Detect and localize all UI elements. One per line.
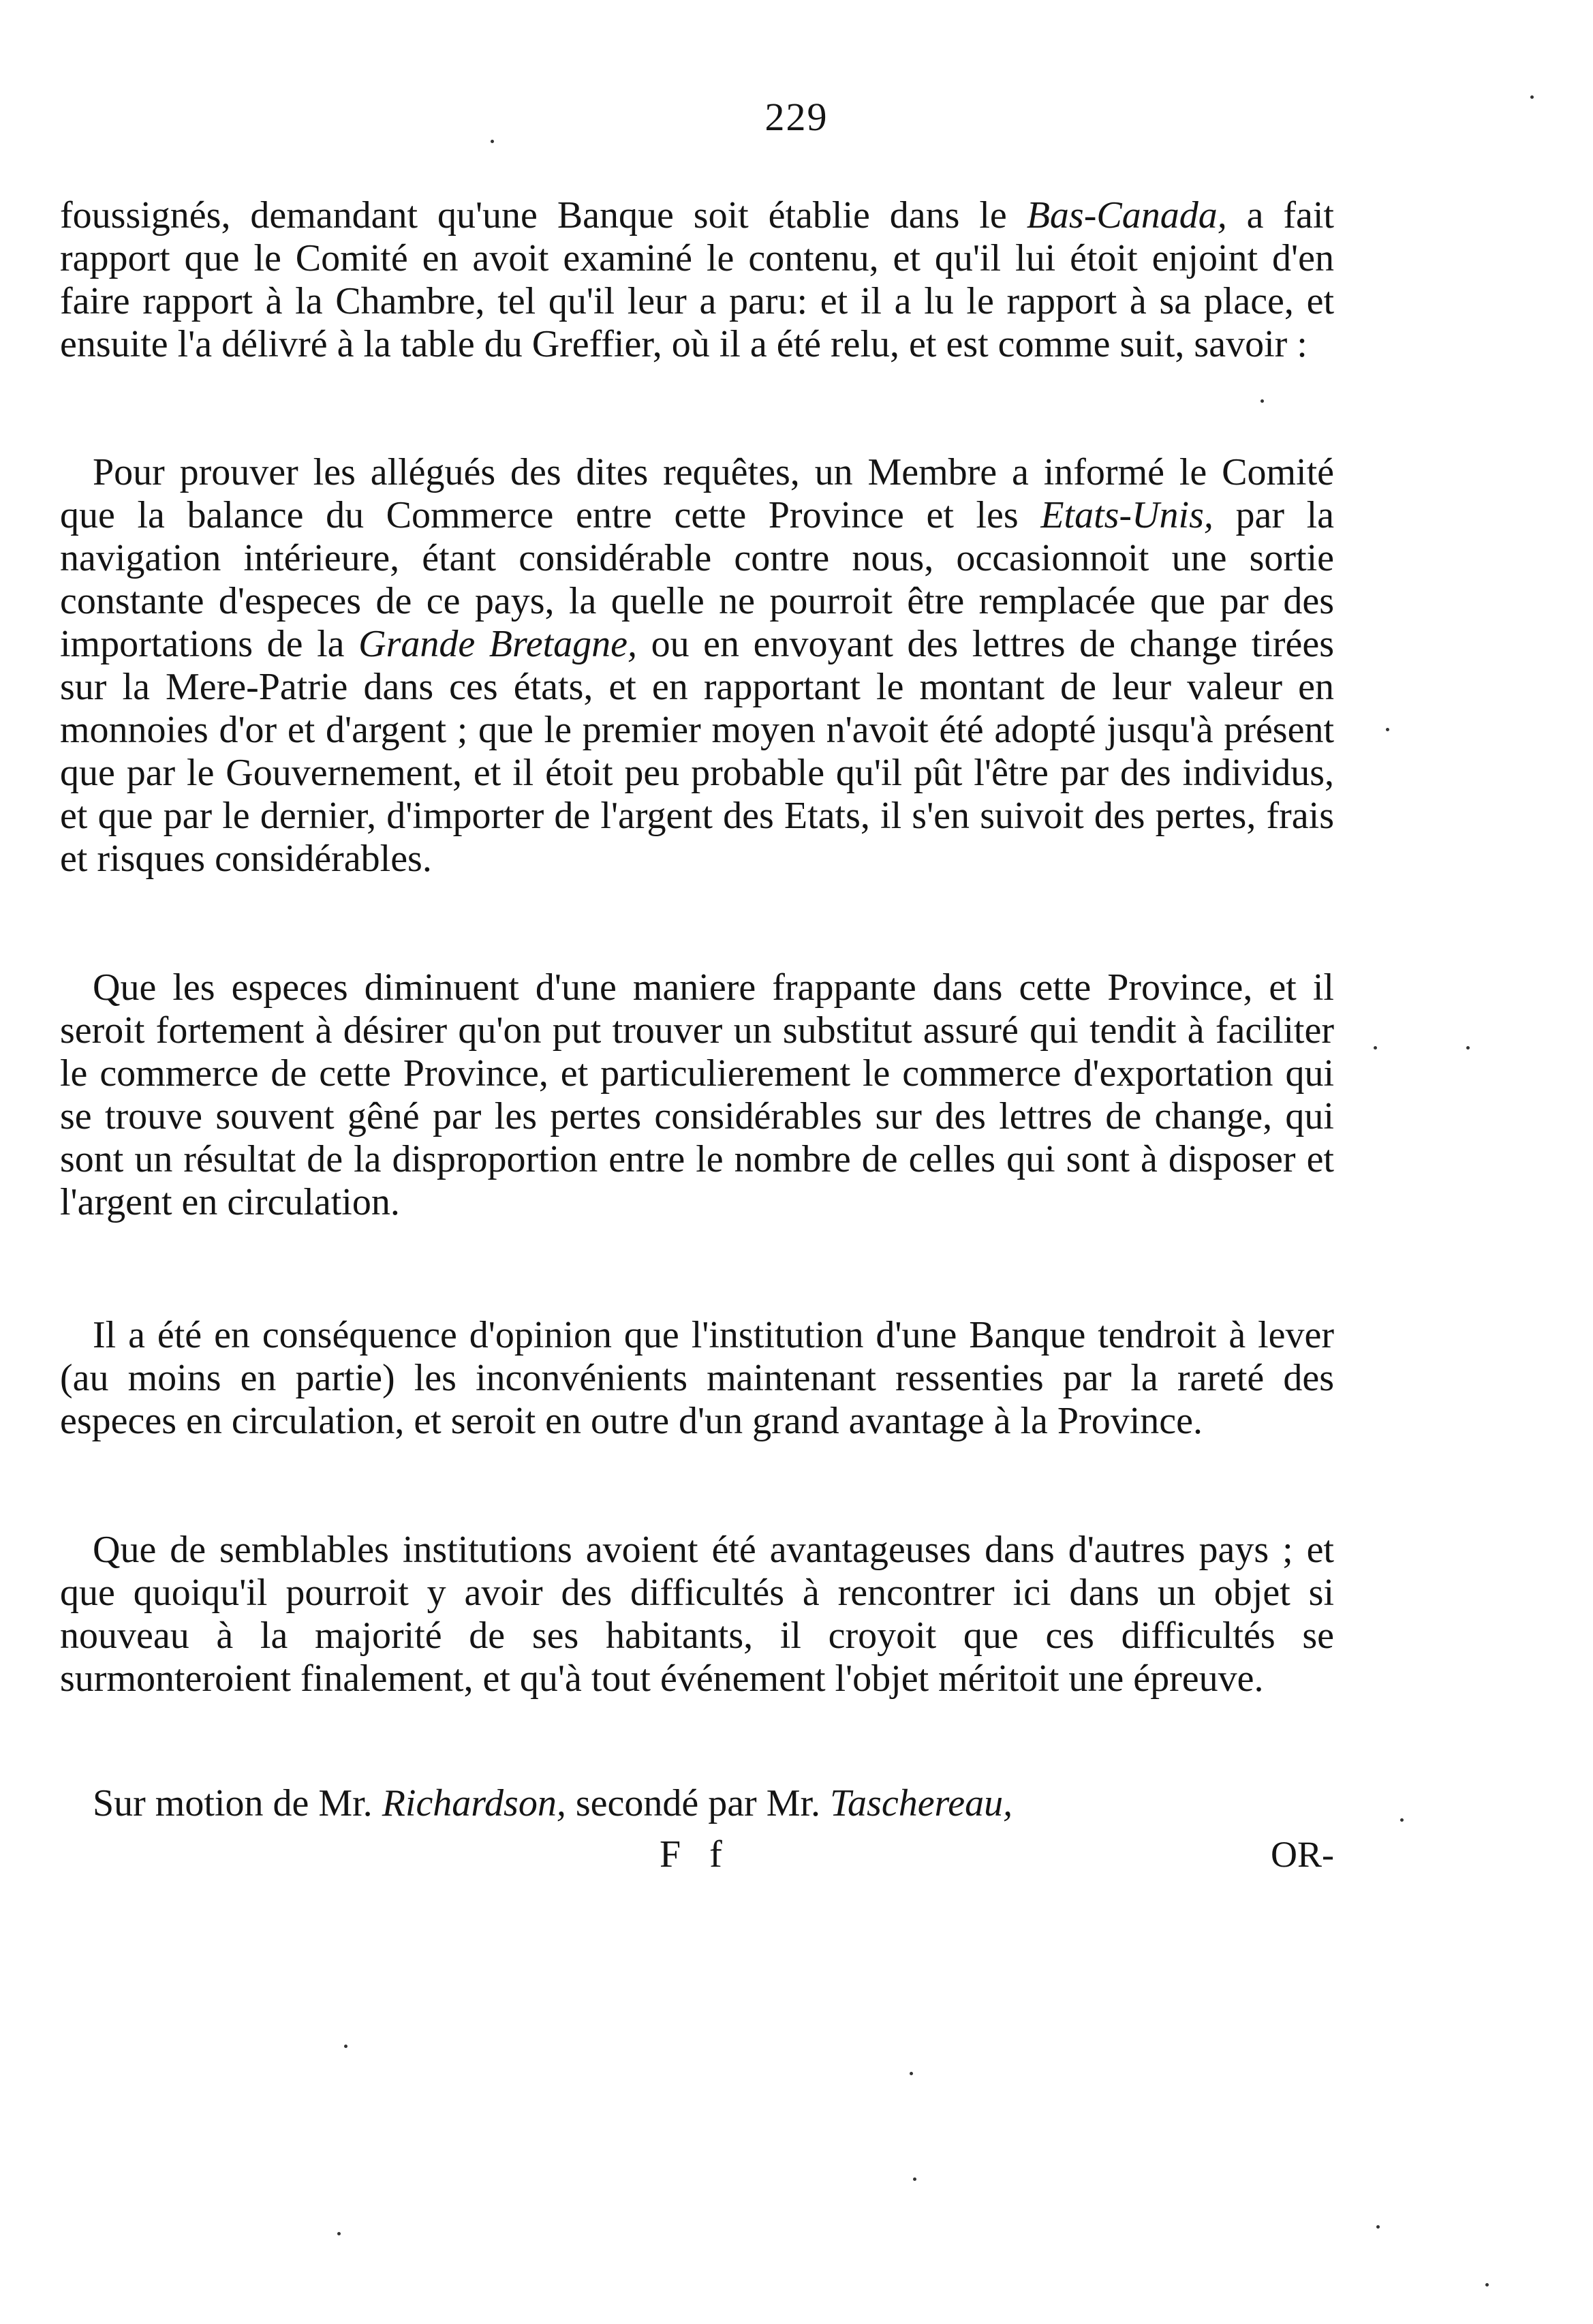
scan-speck (1374, 1046, 1377, 1050)
place-name-etats-unis: Etats-Unis, (1040, 494, 1213, 536)
catchword: OR- (1271, 1834, 1334, 1875)
paragraph-report-trade-balance (60, 451, 1334, 881)
scan-speck (344, 2045, 347, 2048)
paragraph-text: Sur motion de Mr. Richardson, secondé par Mr. Taschereau, (93, 1782, 1013, 1824)
scan-speck (913, 2177, 916, 2181)
scan-speck (1261, 399, 1264, 403)
scan-speck (491, 140, 494, 143)
person-name-richardson: Richardson, (382, 1782, 566, 1824)
paragraph-especes-diminuent (60, 966, 1334, 1224)
paragraph-motion (60, 1782, 1334, 1825)
paragraph-text: Il a été en conséquence d'opinion que l'institution d'une Banque tendroit à lever (au moins en partie) les inconvénients maintenant ressenties par la rareté des especes en circulation, et seroit en outre d'un grand avantage à la Province. (60, 1314, 1334, 1442)
paragraph-semblables-institutions (60, 1529, 1334, 1700)
scan-speck (1376, 2225, 1380, 2229)
scan-speck (337, 2232, 341, 2235)
scan-speck (1400, 1818, 1404, 1822)
paragraph-institution-banque (60, 1314, 1334, 1443)
paragraph-text: Pour prouver les allégués des dites requêtes, un Membre a informé le Comité que la balance du Commerce entre cette Province et les Etats-Unis, par la navigation intérieure, étant considérable contre nous, occasionnoit une sortie constante d'especes de ce pays, la quelle ne pourroit être remplacée que par des importations de la Grande Bretagne, ou en envoyant des lettres de change tirées sur la Mere-Patrie dans ces états, et en rapportant le montant de leur valeur en monnoies d'or et d'argent ; que le premier moyen n'avoit été adopté jusqu'à présent que par le Gouvernement, et il étoit peu probable qu'il pût l'être par des individus, et que par le dernier, d'importer de l'argent des Etats, il s'en suivoit des pertes, frais et risques considérables. (60, 451, 1335, 880)
person-name-taschereau: Taschereau, (830, 1782, 1013, 1824)
page-number: 229 (764, 95, 829, 139)
paragraph-text: Que de semblables institutions avoient été avantageuses dans d'autres pays ; et que quoiqu'il pourroit y avoir des difficultés à rencontrer ici dans un objet si nouveau à la majorité de ses habitants, il croyoit que ces difficultés se surmonteroient finalement, et qu'à tout événement l'objet méritoit une épreuve. (60, 1529, 1334, 1700)
scan-speck (910, 2072, 913, 2075)
paragraph-text: foussignés, demandant qu'une Banque soit établie dans le Bas-Canada, a fait rapport que le Comité en avoit examiné le contenu, et qu'il lui étoit enjoint d'en faire rapport à la Chambre, tel qu'il leur a paru: et il a lu le rapport à sa place, et ensuite l'a délivré à la table du Greffier, où il a été relu, et est comme suit, savoir : (60, 194, 1334, 365)
paragraph-continuation (60, 194, 1334, 366)
scan-speck (1466, 1046, 1470, 1050)
place-name-grande-bretagne: Grande Bretagne, (358, 623, 637, 665)
scan-speck (1485, 2283, 1489, 2287)
scan-speck (1530, 95, 1534, 99)
signature-mark: F f (660, 1833, 732, 1876)
scan-speck (1386, 728, 1389, 731)
page-footer (60, 1832, 1334, 1877)
place-name-bas-canada: Bas-Canada, (1026, 194, 1227, 236)
paragraph-text: Que les especes diminuent d'une maniere frappante dans cette Province, et il seroit fortement à désirer qu'on put trouver un substitut assuré qui tendit à faciliter le commerce de cette Province, et particulierement le commerce d'exportation qui se trouve souvent gêné par les pertes considérables sur des lettres de change, qui sont un résultat de la disproportion entre le nombre de celles qui sont à disposer et l'argent en circulation. (60, 966, 1334, 1223)
